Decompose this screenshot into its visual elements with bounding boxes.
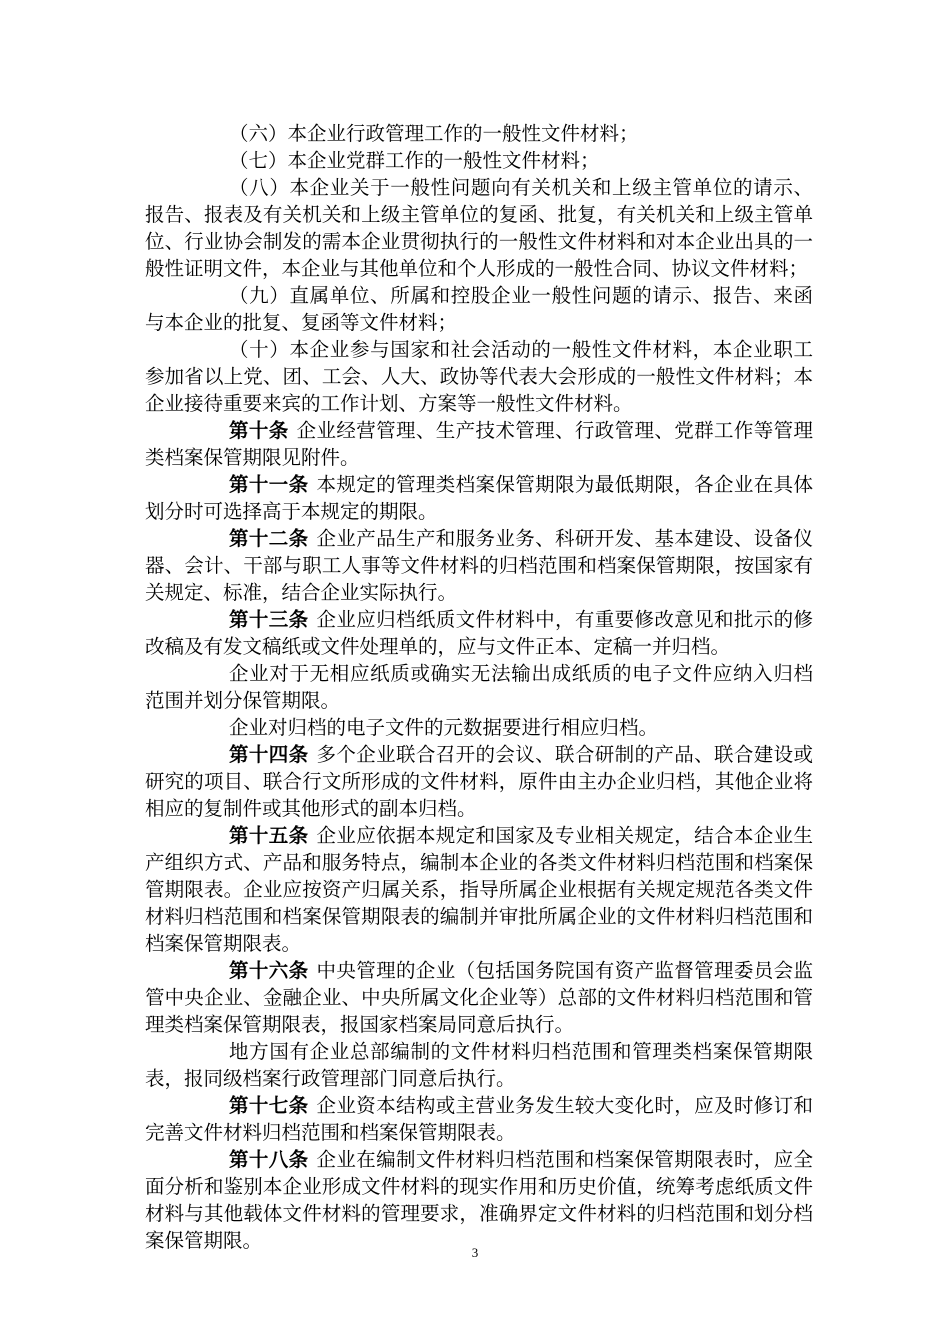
paragraph-text: （八）本企业关于一般性问题向有关机关和上级主管单位的请示、报告、报表及有关机关和上级主管单位的复函、批复，有关机关和上级主管单位、行业协会制发的需本企业贯彻执行的一般性文件材料和对本企业出具的一般性证明文件，本企业与其他单位和个人形成的一般性合同、协议文件材料； bbox=[145, 176, 813, 280]
paragraph-text: 多个企业联合召开的会议、联合研制的产品、联合建设或研究的项目、联合行文所形成的文件材料，原件由主办企业归档，其他企业将相应的复制件或其他形式的副本归档。 bbox=[145, 743, 813, 820]
paragraph bbox=[145, 1038, 813, 1092]
paragraph-text: （九）直属单位、所属和控股企业一般性问题的请示、报告、来函与本企业的批复、复函等文件材料； bbox=[145, 284, 813, 334]
article-number: 第十六条 bbox=[229, 959, 309, 982]
paragraph bbox=[145, 1092, 813, 1146]
paragraph bbox=[145, 147, 813, 174]
paragraph-text: 企业经营管理、生产技术管理、行政管理、党群工作等管理类档案保管期限见附件。 bbox=[145, 419, 813, 469]
paragraph bbox=[145, 471, 813, 525]
article-number: 第十七条 bbox=[229, 1094, 309, 1117]
paragraph-text: （七）本企业党群工作的一般性文件材料； bbox=[229, 149, 600, 172]
paragraph-text: 企业产品生产和服务业务、科研开发、基本建设、设备仪器、会计、干部与职工人事等文件材料的归档范围和档案保管期限，按国家有关规定、标准，结合企业实际执行。 bbox=[145, 527, 813, 604]
paragraph-text: 地方国有企业总部编制的文件材料归档范围和管理类档案保管期限表，报同级档案行政管理部门同意后执行。 bbox=[145, 1040, 813, 1090]
paragraph-text: 企业应依据本规定和国家及专业相关规定，结合本企业生产组织方式、产品和服务特点，编制本企业的各类文件材料归档范围和档案保管期限表。企业应按资产归属关系，指导所属企业根据有关规定规范各类文件材料归档范围和档案保管期限表的编制并审批所属企业的文件材料归档范围和档案保管期限表。 bbox=[145, 824, 813, 955]
paragraph bbox=[145, 660, 813, 714]
paragraph bbox=[145, 174, 813, 282]
paragraph-text: 本规定的管理类档案保管期限为最低期限，各企业在具体划分时可选择高于本规定的期限。 bbox=[145, 473, 813, 523]
paragraph bbox=[145, 282, 813, 336]
article-number: 第十条 bbox=[229, 419, 289, 442]
paragraph bbox=[145, 336, 813, 417]
paragraph bbox=[145, 822, 813, 957]
article-number: 第十一条 bbox=[229, 473, 309, 496]
paragraph bbox=[145, 120, 813, 147]
paragraph-text: 企业资本结构或主营业务发生较大变化时，应及时修订和完善文件材料归档范围和档案保管期限表。 bbox=[145, 1094, 813, 1144]
paragraph-text: 企业应归档纸质文件材料中，有重要修改意见和批示的修改稿及有发文稿纸或文件处理单的，应与文件正本、定稿一并归档。 bbox=[145, 608, 813, 658]
paragraph bbox=[145, 957, 813, 1038]
paragraph-text: （十）本企业参与国家和社会活动的一般性文件材料，本企业职工参加省以上党、团、工会、人大、政协等代表大会形成的一般性文件材料；本企业接待重要来宾的工作计划、方案等一般性文件材料。 bbox=[145, 338, 813, 415]
paragraph-text: 企业对于无相应纸质或确实无法输出成纸质的电子文件应纳入归档范围并划分保管期限。 bbox=[145, 662, 813, 712]
paragraph bbox=[145, 741, 813, 822]
page-number: 3 bbox=[471, 1245, 479, 1260]
paragraph-text: 中央管理的企业（包括国务院国有资产监督管理委员会监管中央企业、金融企业、中央所属文化企业等）总部的文件材料归档范围和管理类档案保管期限表，报国家档案局同意后执行。 bbox=[145, 959, 813, 1036]
article-number: 第十三条 bbox=[229, 608, 309, 631]
paragraph bbox=[145, 1146, 813, 1254]
paragraph bbox=[145, 714, 813, 741]
paragraph bbox=[145, 525, 813, 606]
paragraph bbox=[145, 606, 813, 660]
paragraph-text: （六）本企业行政管理工作的一般性文件材料； bbox=[229, 122, 639, 145]
paragraph bbox=[145, 417, 813, 471]
article-number: 第十八条 bbox=[229, 1148, 309, 1171]
paragraph-text: 企业在编制文件材料归档范围和档案保管期限表时，应全面分析和鉴别本企业形成文件材料的现实作用和历史价值，统筹考虑纸质文件材料与其他载体文件材料的管理要求，准确界定文件材料的归档范围和划分档案保管期限。 bbox=[145, 1148, 813, 1252]
paragraph-text: 企业对归档的电子文件的元数据要进行相应归档。 bbox=[229, 716, 659, 739]
article-number: 第十四条 bbox=[229, 743, 309, 766]
document-body bbox=[145, 120, 813, 1254]
article-number: 第十二条 bbox=[229, 527, 309, 550]
article-number: 第十五条 bbox=[229, 824, 309, 847]
